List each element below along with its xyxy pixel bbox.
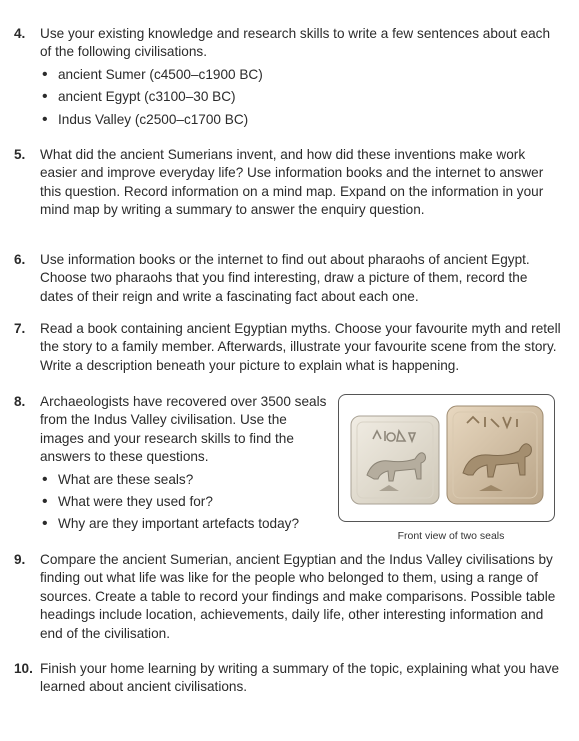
figure-caption: Front view of two seals [397,530,505,542]
left-seal [351,416,439,504]
list-item: • ancient Egypt (c3100–30 BC) [40,88,562,106]
question-text: Finish your home learning by writing a summary of the topic, explaining what you have learned about ancient civilisations. [40,661,560,695]
question-number: 5. [14,147,26,162]
list-item: • What were they used for? [40,493,334,511]
question-text: Archaeologists have recovered over 3500 seals from the Indus Valley civilisation. Use the images and your research skills to find the answers to these questions. [40,394,327,465]
question-5 [14,146,562,220]
question-4 [14,25,562,133]
bullet-list [40,471,334,534]
question-6 [14,251,562,306]
question-10 [14,660,562,697]
question-number: 10. [14,661,33,676]
seals-image [339,395,554,521]
question-text: Compare the ancient Sumerian, ancient Egyptian and the Indus Valley civilisations by finding out what life was like for the people who belonged to them, using a range of sources. Create a table to record your findings and make comparisons. Possible table headings include location, achievements, daily life, other interesting information and end of the civilisation. [40,552,556,641]
question-number: 8. [14,394,26,409]
question-8 [14,393,334,538]
question-number: 7. [14,321,26,336]
question-number: 9. [14,552,26,567]
question-9 [14,551,562,643]
right-seal [447,406,543,504]
question-text: Use information books or the internet to find out about pharaohs of ancient Egypt. Choose two pharaohs that you find interesting, draw a picture of them, record the dates of their reign and write a fascinating fact about each one. [40,252,530,304]
list-item: • Why are they important artefacts today? [40,515,334,533]
question-text: Use your existing knowledge and research skills to write a few sentences about each of the following civilisations. [40,26,551,60]
list-item: • What are these seals? [40,471,334,489]
question-7 [14,320,562,375]
list-item: • Indus Valley (c2500–c1700 BC) [40,111,562,129]
list-item: • ancient Sumer (c4500–c1900 BC) [40,66,562,84]
question-number: 4. [14,26,26,41]
seals-figure [338,394,555,522]
bullet-list [40,66,562,129]
question-number: 6. [14,252,26,267]
question-text: Read a book containing ancient Egyptian myths. Choose your favourite myth and retell the story to a family member. Afterwards, illustrate your favourite scene from the story. Write a description beneath your picture to explain what is happening. [40,321,561,373]
question-text: What did the ancient Sumerians invent, and how did these inventions make work easier and improve everyday life? Use information books and the internet to answer this question. Record information on a mind map. Expand on the information in your mind map by writing a summary to answer the enquiry question. [40,147,544,218]
